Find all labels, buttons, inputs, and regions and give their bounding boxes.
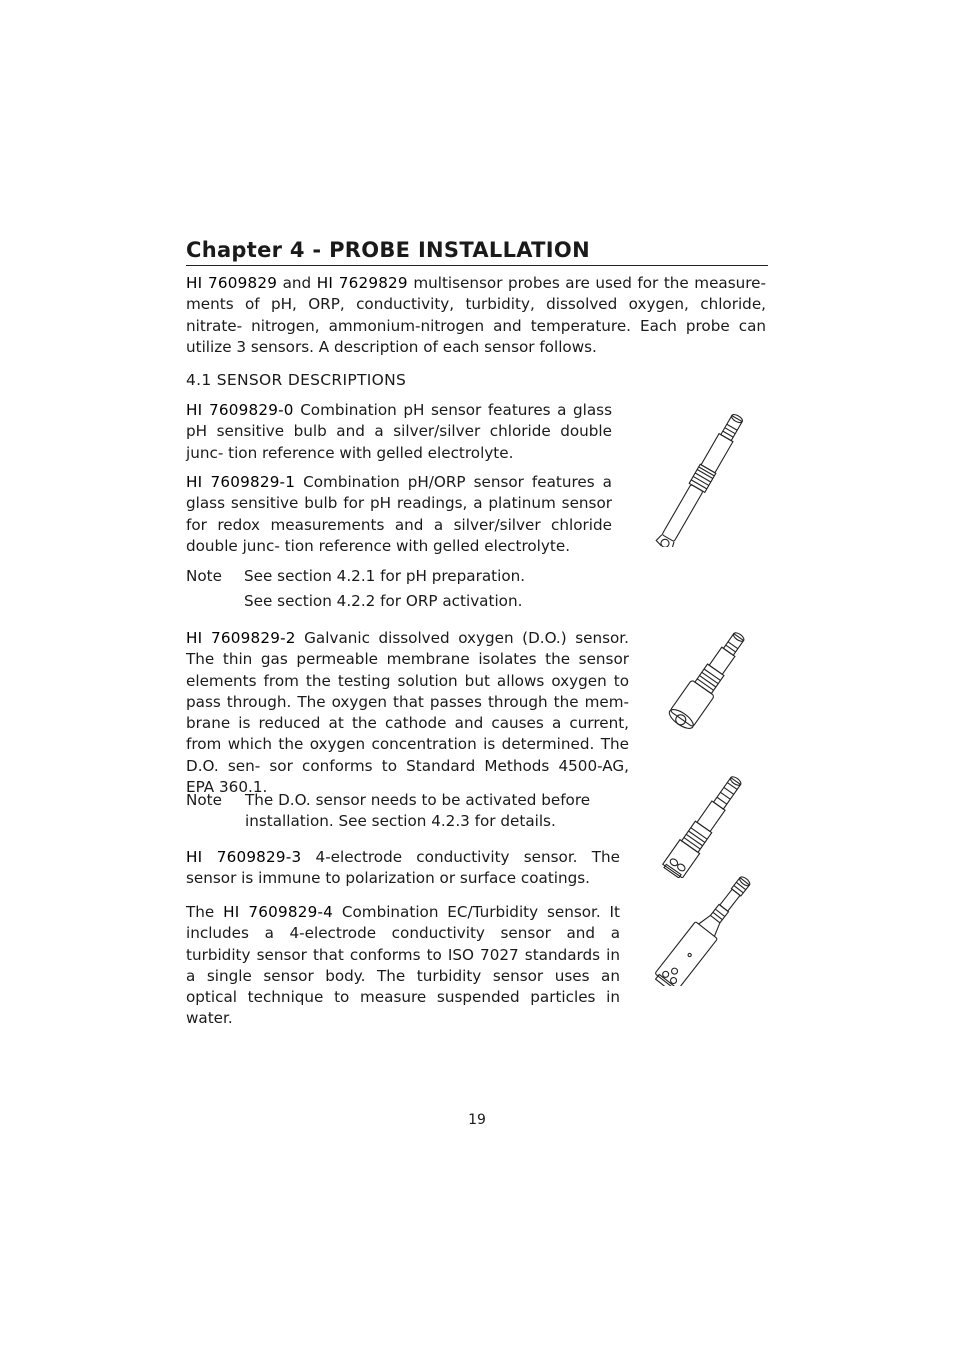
sensor-description-ph xyxy=(186,400,612,464)
sensor-text: Galvanic dissolved oxygen (D.O.) sensor. The thin gas permeable membrane isolates the sensor elements from the testing solution but allows oxygen to pass through. The oxygen that passes through the mem- brane is reduced at the cathode and causes a current, from which the oxygen concentration is determined. The D.O. sen- sor conforms to Standard Methods 4500-AG, EPA 360.1. xyxy=(186,629,629,797)
intro-paragraph xyxy=(186,273,766,358)
sensor-code: HI 7609829-0 xyxy=(186,401,294,419)
sensor-code: HI 7609829-1 xyxy=(186,473,296,491)
sensor-prefix: The xyxy=(186,903,224,921)
ec-turbidity-sensor-illustration xyxy=(652,868,766,986)
sensor-code: HI 7609829-3 xyxy=(186,848,302,866)
sensor-description-conductivity xyxy=(186,847,620,890)
sensor-text: 4-electrode conductivity sensor. The sensor is immune to polarization or surface coatings. xyxy=(186,848,620,888)
note-label: Note xyxy=(186,567,222,585)
note-line: See section 4.2.2 for ORP activation. xyxy=(244,592,523,610)
probe-code: HI 7629829 xyxy=(316,274,408,292)
sensor-description-ec-turbidity xyxy=(186,902,620,1030)
intro-and: and xyxy=(277,274,317,292)
section-heading: 4.1 SENSOR DESCRIPTIONS xyxy=(186,371,407,389)
page-number: 19 xyxy=(468,1112,486,1128)
do-sensor-illustration xyxy=(655,622,765,734)
probe-code: HI 7609829 xyxy=(186,274,278,292)
ph-sensor-illustration xyxy=(640,402,770,547)
sensor-text: Combination pH sensor features a glass pH sensitive bulb and a silver/silver chloride double junc- tion reference with gelled electrolyte. xyxy=(186,401,612,462)
intro-text: multisensor probes are used for the measure- ments of pH, ORP, conductivity, turbidity, dissolved oxygen, chloride, nitrate- nitrogen, ammonium-nitrogen and temperature. Each probe can utilize 3 sensors. A description of each sensor follows. xyxy=(186,274,766,356)
sensor-description-do xyxy=(186,628,629,798)
sensor-code: HI 7609829-4 xyxy=(223,903,334,921)
sensor-description-ph-orp xyxy=(186,472,612,557)
note-line: See section 4.2.1 for pH preparation. xyxy=(244,567,526,585)
sensor-code: HI 7609829-2 xyxy=(186,629,296,647)
conductivity-sensor-illustration xyxy=(652,766,762,878)
sensor-text: Combination EC/Turbidity sensor. It includes a 4-electrode conductivity sensor and a turbidity sensor that conforms to ISO 7027 standards in a single sensor body. The turbidity sensor uses an optical technique to measure suspended particles in water. xyxy=(186,903,620,1028)
note-label: Note xyxy=(186,791,222,809)
note-text: The D.O. sensor needs to be activated before installation. See section 4.2.3 for details. xyxy=(245,791,591,831)
sensor-text: Combination pH/ORP sensor features a glass sensitive bulb for pH readings, a platinum sensor for redox measurements and a silver/silver chloride double junc- tion reference with gelled electrolyte. xyxy=(186,473,612,555)
chapter-title: Chapter 4 - PROBE INSTALLATION xyxy=(186,238,768,266)
